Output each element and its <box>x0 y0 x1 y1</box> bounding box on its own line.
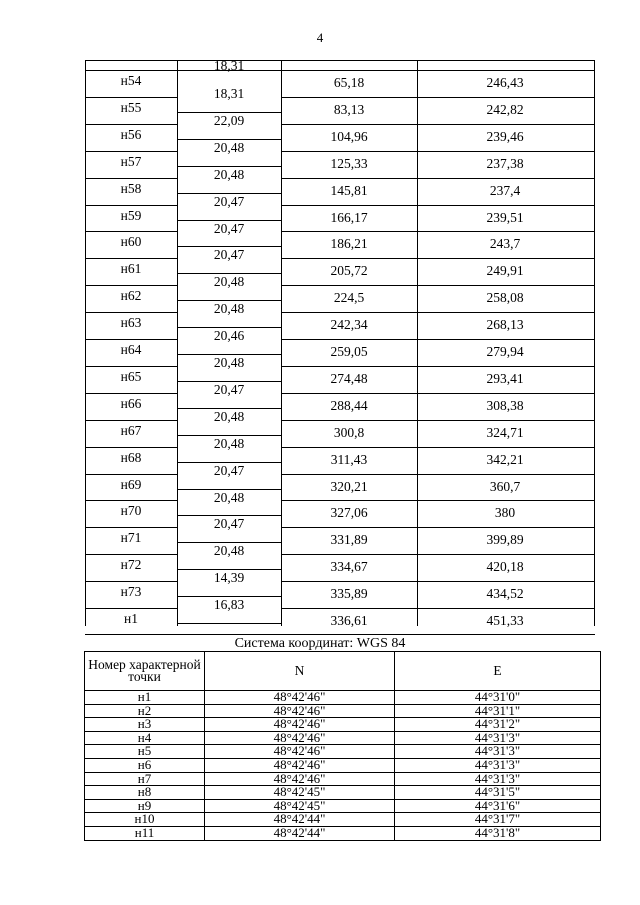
distance-value: 20,47 <box>213 516 245 532</box>
y-value: 420,18 <box>486 559 524 575</box>
row-divider <box>85 581 177 582</box>
x-value: 320,21 <box>330 478 368 494</box>
row-divider <box>281 258 595 259</box>
row-divider <box>177 193 281 194</box>
distance-value: 18,31 <box>213 86 245 101</box>
row-divider <box>281 178 595 179</box>
x-value: 331,89 <box>330 532 368 548</box>
e-coordinate: 44°31'6" <box>395 799 601 813</box>
point-number: н73 <box>120 584 142 600</box>
y-value: 258,08 <box>486 290 524 306</box>
row-divider <box>281 151 595 152</box>
point-number: н60 <box>120 234 142 250</box>
point-number: н54 <box>120 73 142 88</box>
x-value: 104,96 <box>330 128 368 144</box>
distance-value: 20,47 <box>213 381 245 397</box>
table-border <box>85 60 595 61</box>
row-divider <box>281 312 595 313</box>
point-number: н10 <box>85 813 205 827</box>
row-divider <box>177 489 281 490</box>
point-number: н55 <box>120 99 142 115</box>
y-value: 324,71 <box>486 424 524 440</box>
row-divider <box>177 166 281 167</box>
x-value: 334,67 <box>330 559 368 575</box>
page-number: 4 <box>316 30 324 45</box>
x-value: 242,34 <box>330 317 368 333</box>
row-divider <box>177 596 281 597</box>
distance-value: 20,46 <box>213 328 245 344</box>
distance-value: 20,47 <box>213 462 245 478</box>
point-number: н57 <box>120 153 142 169</box>
row-divider <box>177 139 281 140</box>
row-divider <box>281 393 595 394</box>
row-divider <box>177 515 281 516</box>
n-coordinate: 48°42'46" <box>205 772 395 786</box>
row-divider <box>177 246 281 247</box>
table-row <box>85 758 601 772</box>
table-row <box>85 786 601 800</box>
x-value: 336,61 <box>330 613 368 628</box>
y-value: 237,38 <box>486 155 524 171</box>
row-divider <box>177 300 281 301</box>
n-coordinate: 48°42'46" <box>205 758 395 772</box>
y-value: 451,33 <box>486 613 524 628</box>
point-number: н71 <box>120 530 142 546</box>
wgs84-table <box>84 651 601 841</box>
y-value: 434,52 <box>486 586 524 602</box>
y-value: 239,46 <box>486 128 524 144</box>
n-coordinate: 48°42'46" <box>205 691 395 705</box>
row-divider <box>177 381 281 382</box>
row-divider <box>177 542 281 543</box>
row-divider <box>281 527 595 528</box>
distance-value: 20,47 <box>213 247 245 263</box>
row-divider <box>177 112 281 113</box>
distance-value: 16,83 <box>213 597 245 613</box>
row-divider <box>85 474 177 475</box>
e-coordinate: 44°31'0" <box>395 691 601 705</box>
x-value: 83,13 <box>333 101 365 117</box>
y-value: 246,43 <box>486 75 524 90</box>
distance-value: 20,48 <box>213 355 245 370</box>
y-value: 237,4 <box>489 182 521 198</box>
distance-value: 14,39 <box>213 570 245 586</box>
y-value: 399,89 <box>486 532 524 548</box>
row-divider <box>85 97 177 98</box>
table-header-row <box>85 652 601 691</box>
distance-value: 18,31 <box>213 58 245 73</box>
row-divider <box>281 500 595 501</box>
x-value: 145,81 <box>330 182 368 198</box>
table-row <box>85 718 601 732</box>
header-e: E <box>395 652 601 691</box>
n-coordinate: 48°42'46" <box>205 704 395 718</box>
row-divider <box>177 623 281 624</box>
table-border <box>85 634 595 635</box>
row-divider <box>281 97 595 98</box>
point-number: н3 <box>85 718 205 732</box>
point-number: н5 <box>85 745 205 759</box>
x-value: 311,43 <box>330 451 368 467</box>
header-point-number: Номер характерной точки <box>85 652 205 691</box>
table-row <box>85 745 601 759</box>
e-coordinate: 44°31'7" <box>395 813 601 827</box>
point-number: н63 <box>120 315 142 331</box>
point-number: н67 <box>120 422 142 438</box>
row-divider <box>177 354 281 355</box>
row-divider <box>177 569 281 570</box>
coordinate-system-title: Система координат: WGS 84 <box>234 636 406 651</box>
point-number: н4 <box>85 731 205 745</box>
point-number: н65 <box>120 368 142 384</box>
table-row <box>85 772 601 786</box>
point-number: н2 <box>85 704 205 718</box>
coordinates-table <box>85 60 595 626</box>
point-number: н8 <box>85 786 205 800</box>
row-divider <box>85 312 177 313</box>
e-coordinate: 44°31'5" <box>395 786 601 800</box>
row-divider <box>177 220 281 221</box>
y-value: 342,21 <box>486 451 524 467</box>
n-coordinate: 48°42'46" <box>205 718 395 732</box>
row-divider <box>177 70 281 71</box>
y-value: 249,91 <box>486 263 524 279</box>
point-number: н7 <box>85 772 205 786</box>
x-value: 65,18 <box>333 75 365 90</box>
row-divider <box>281 70 595 71</box>
row-divider <box>281 447 595 448</box>
row-divider <box>85 500 177 501</box>
table-row <box>85 799 601 813</box>
x-value: 259,05 <box>330 344 368 359</box>
row-divider <box>85 258 177 259</box>
e-coordinate: 44°31'3" <box>395 745 601 759</box>
point-number: н70 <box>120 503 142 519</box>
row-divider <box>85 70 177 71</box>
y-value: 360,7 <box>489 478 521 494</box>
row-divider <box>85 178 177 179</box>
x-value: 125,33 <box>330 155 368 171</box>
point-number: н72 <box>120 557 142 573</box>
x-value: 205,72 <box>330 263 368 279</box>
row-divider <box>177 408 281 409</box>
row-divider <box>85 231 177 232</box>
e-coordinate: 44°31'2" <box>395 718 601 732</box>
row-divider <box>177 435 281 436</box>
row-divider <box>281 366 595 367</box>
point-number: н1 <box>124 611 138 626</box>
row-divider <box>85 366 177 367</box>
row-divider <box>281 231 595 232</box>
x-value: 335,89 <box>330 586 368 602</box>
e-coordinate: 44°31'1" <box>395 704 601 718</box>
distance-value: 20,47 <box>213 220 245 236</box>
row-divider <box>281 474 595 475</box>
point-number: н56 <box>120 126 142 142</box>
row-divider <box>281 420 595 421</box>
row-divider <box>281 285 595 286</box>
table-row <box>85 813 601 827</box>
e-coordinate: 44°31'3" <box>395 731 601 745</box>
distance-value: 20,48 <box>213 139 245 155</box>
row-divider <box>85 420 177 421</box>
distance-value: 20,47 <box>213 193 245 209</box>
n-coordinate: 48°42'44" <box>205 826 395 840</box>
point-number: н64 <box>120 342 142 357</box>
y-value: 242,82 <box>486 101 524 117</box>
y-value: 380 <box>494 505 516 521</box>
row-divider <box>85 393 177 394</box>
point-number: н68 <box>120 449 142 465</box>
distance-value: 20,48 <box>213 301 245 317</box>
table-border <box>594 60 595 626</box>
table-row <box>85 704 601 718</box>
row-divider <box>85 151 177 152</box>
distance-value: 20,48 <box>213 435 245 451</box>
y-value: 268,13 <box>486 317 524 333</box>
n-coordinate: 48°42'46" <box>205 745 395 759</box>
distance-value: 20,48 <box>213 408 245 424</box>
row-divider <box>177 273 281 274</box>
point-number: н62 <box>120 288 142 304</box>
n-coordinate: 48°42'45" <box>205 786 395 800</box>
point-number: н9 <box>85 799 205 813</box>
x-value: 166,17 <box>330 209 368 225</box>
y-value: 293,41 <box>486 370 524 386</box>
point-number: н59 <box>120 207 142 223</box>
x-value: 224,5 <box>333 290 365 306</box>
row-divider <box>281 124 595 125</box>
distance-value: 20,48 <box>213 274 245 290</box>
x-value: 300,8 <box>333 424 365 440</box>
x-value: 186,21 <box>330 236 368 252</box>
x-value: 288,44 <box>330 397 368 413</box>
distance-value: 20,48 <box>213 543 245 559</box>
point-number: н61 <box>120 261 142 277</box>
row-divider <box>85 608 177 609</box>
y-value: 239,51 <box>486 209 524 225</box>
row-divider <box>281 554 595 555</box>
header-n: N <box>205 652 395 691</box>
e-coordinate: 44°31'3" <box>395 758 601 772</box>
point-number: н6 <box>85 758 205 772</box>
row-divider <box>177 462 281 463</box>
distance-value: 20,48 <box>213 166 245 182</box>
n-coordinate: 48°42'45" <box>205 799 395 813</box>
row-divider <box>85 447 177 448</box>
point-number: н66 <box>120 395 142 411</box>
row-divider <box>177 327 281 328</box>
x-value: 327,06 <box>330 505 368 521</box>
table-row <box>85 826 601 840</box>
row-divider <box>85 339 177 340</box>
row-divider <box>85 554 177 555</box>
row-divider <box>281 205 595 206</box>
y-value: 279,94 <box>486 344 524 359</box>
distance-value: 22,09 <box>213 112 245 128</box>
point-number: н1 <box>85 691 205 705</box>
point-number: н58 <box>120 180 142 196</box>
row-divider <box>85 124 177 125</box>
row-divider <box>281 339 595 340</box>
x-value: 274,48 <box>330 370 368 386</box>
row-divider <box>281 608 595 609</box>
y-value: 243,7 <box>489 236 521 252</box>
distance-value: 20,48 <box>213 489 245 505</box>
point-number: н11 <box>85 826 205 840</box>
e-coordinate: 44°31'3" <box>395 772 601 786</box>
row-divider <box>85 285 177 286</box>
point-number: н69 <box>120 476 142 492</box>
e-coordinate: 44°31'8" <box>395 826 601 840</box>
n-coordinate: 48°42'44" <box>205 813 395 827</box>
row-divider <box>85 205 177 206</box>
table-row <box>85 731 601 745</box>
n-coordinate: 48°42'46" <box>205 731 395 745</box>
y-value: 308,38 <box>486 397 524 413</box>
row-divider <box>281 581 595 582</box>
table-row <box>85 691 601 705</box>
row-divider <box>85 527 177 528</box>
